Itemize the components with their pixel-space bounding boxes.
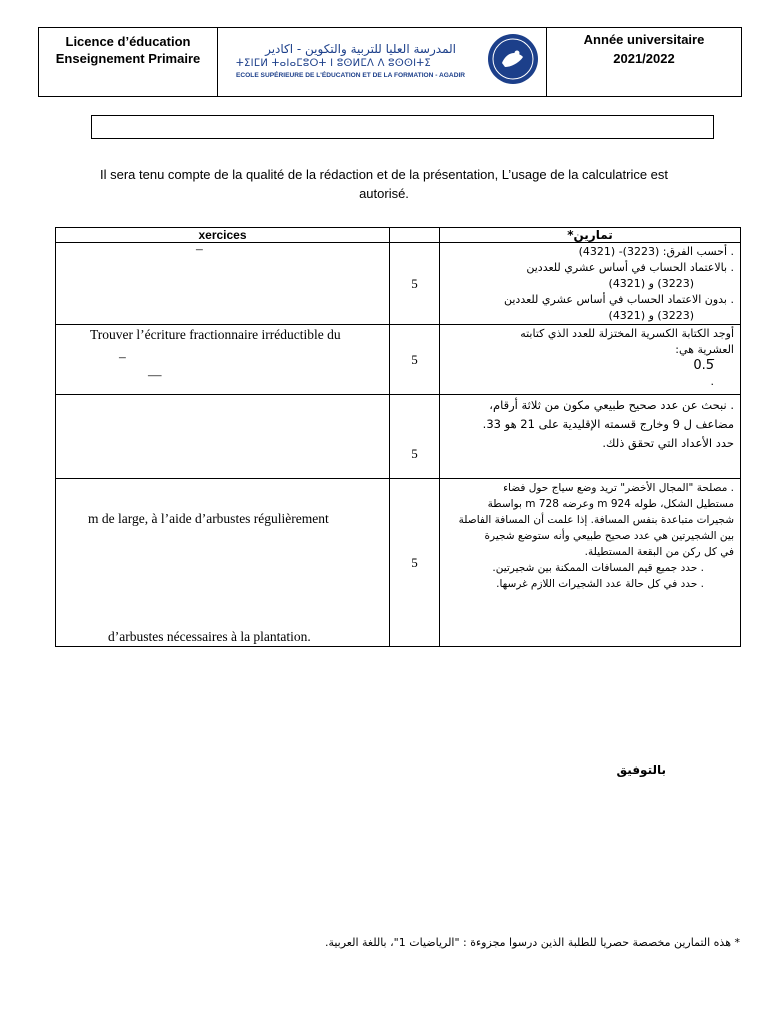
column-header-french: xercices (56, 228, 390, 243)
ar-line: . بدون الاعتماد الحساب في أساس عشري للعددين (504, 293, 734, 306)
program-line-2: Enseignement Primaire (55, 51, 201, 66)
table-row (56, 243, 741, 325)
exercises-table (55, 227, 741, 647)
ar-line: . بالاعتماد الحساب في أساس عشري للعددين (526, 261, 734, 274)
table-row (56, 479, 741, 647)
ar-line: (3223) و (4321) (608, 277, 694, 290)
column-header-points (390, 228, 440, 243)
ar-line: مستطيل الشكل، طوله 924 m وعرضه 728 m بواسطة (487, 498, 734, 510)
exercise-1-points: 5 (390, 243, 440, 325)
school-name-tifinagh: ⵜⵉⵏⵎⵍ ⵜⴰⵏⴰⵎⵓⵔⵜ ⵏ ⵓⵙⵍⵎⴷ ⴷ ⵓⵙⵙⵏⵜⵉ (236, 58, 432, 69)
ar-line: . حدد جميع قيم المسافات الممكنة بين شجيرتين. (492, 562, 704, 574)
header-program-box (38, 27, 218, 97)
school-name-arabic: المدرسة العليا للتربية والتكوين - اكادير (265, 42, 456, 56)
ar-line: العشرية هي: (675, 343, 734, 356)
closing-wish: بالتوفيق (616, 763, 666, 777)
ar-line: شجيرات متباعدة بنفس المسافة. إذا علمت أن المسافة الفاصلة (458, 514, 734, 526)
exercise-4-arabic (440, 479, 741, 647)
table-row (56, 325, 741, 395)
ar-line: بين الشجيرتين هي عدد صحيح طبيعي وأنه ستوضع شجيرة (484, 530, 734, 542)
exam-title-box (91, 115, 714, 139)
ar-line: . (710, 375, 714, 388)
school-name-french: ECOLE SUPÉRIEURE DE L'ÉDUCATION ET DE LA FORMATION - AGADIR (236, 72, 466, 79)
table-header-row (56, 228, 741, 243)
header-year-box (546, 27, 742, 97)
ar-line: أوجد الكتابة الكسرية المختزلة للعدد الذي كتابته (520, 327, 734, 340)
footnote: * هذه التمارين مخصصة حصريا للطلبة الذين درسوا مجزوءة : "الرياضيات 1"، باللغة العربية. (324, 936, 740, 949)
ar-line: 0.5̅ (693, 358, 714, 373)
ar-line: . أحسب الفرق: (3223)- (4321) (578, 245, 734, 258)
fr-text: d’arbustes nécessaires à la plantation. (108, 629, 311, 644)
year-label: Année universitaire (583, 32, 705, 47)
exercise-4-points: 5 (390, 479, 440, 647)
ar-line: في كل ركن من البقعة المستطيلة. (584, 546, 734, 558)
column-header-arabic: تمارين* (440, 228, 741, 243)
fr-text: m de large, à l’aide d’arbustes régulièrement (88, 511, 329, 526)
fr-text: – (196, 241, 203, 256)
exercise-2-french (56, 325, 390, 395)
exercise-2-arabic (440, 325, 741, 395)
ar-line: حدد الأعداد التي تحقق ذلك. (602, 436, 734, 450)
ar-line: . مصلحة "المجال الأخضر" تريد وضع سياج حول فضاء (503, 482, 734, 494)
instructions-text: Il sera tenu compte de la qualité de la rédaction et de la présentation, L’usage de la calculatrice est autorisé. (99, 167, 669, 201)
ar-line: مضاعف ل 9 وخارج قسمته الإقليدية على 21 هو 33. (482, 417, 734, 431)
exercise-1-arabic (440, 243, 741, 325)
table-row (56, 395, 741, 479)
fr-text: – (119, 349, 126, 364)
exercise-4-french (56, 479, 390, 647)
school-seal-icon (487, 33, 539, 85)
fr-text: — (148, 367, 162, 382)
exercise-3-arabic (440, 395, 741, 479)
fr-text: Trouver l’écriture fractionnaire irréductible du (90, 327, 341, 342)
ar-line: . حدد في كل حالة عدد الشجيرات اللازم غرسها. (496, 578, 704, 590)
year-value: 2021/2022 (613, 51, 675, 66)
ar-line: . نبحث عن عدد صحيح طبيعي مكون من ثلاثة أرقام، (489, 398, 734, 412)
exercise-3-french (56, 395, 390, 479)
ar-line: (3223) و (4321) (608, 309, 694, 322)
exercise-1-french (56, 243, 390, 325)
exercise-3-points: 5 (390, 395, 440, 479)
exercise-2-points: 5 (390, 325, 440, 395)
program-line-1: Licence d’éducation (65, 34, 191, 49)
